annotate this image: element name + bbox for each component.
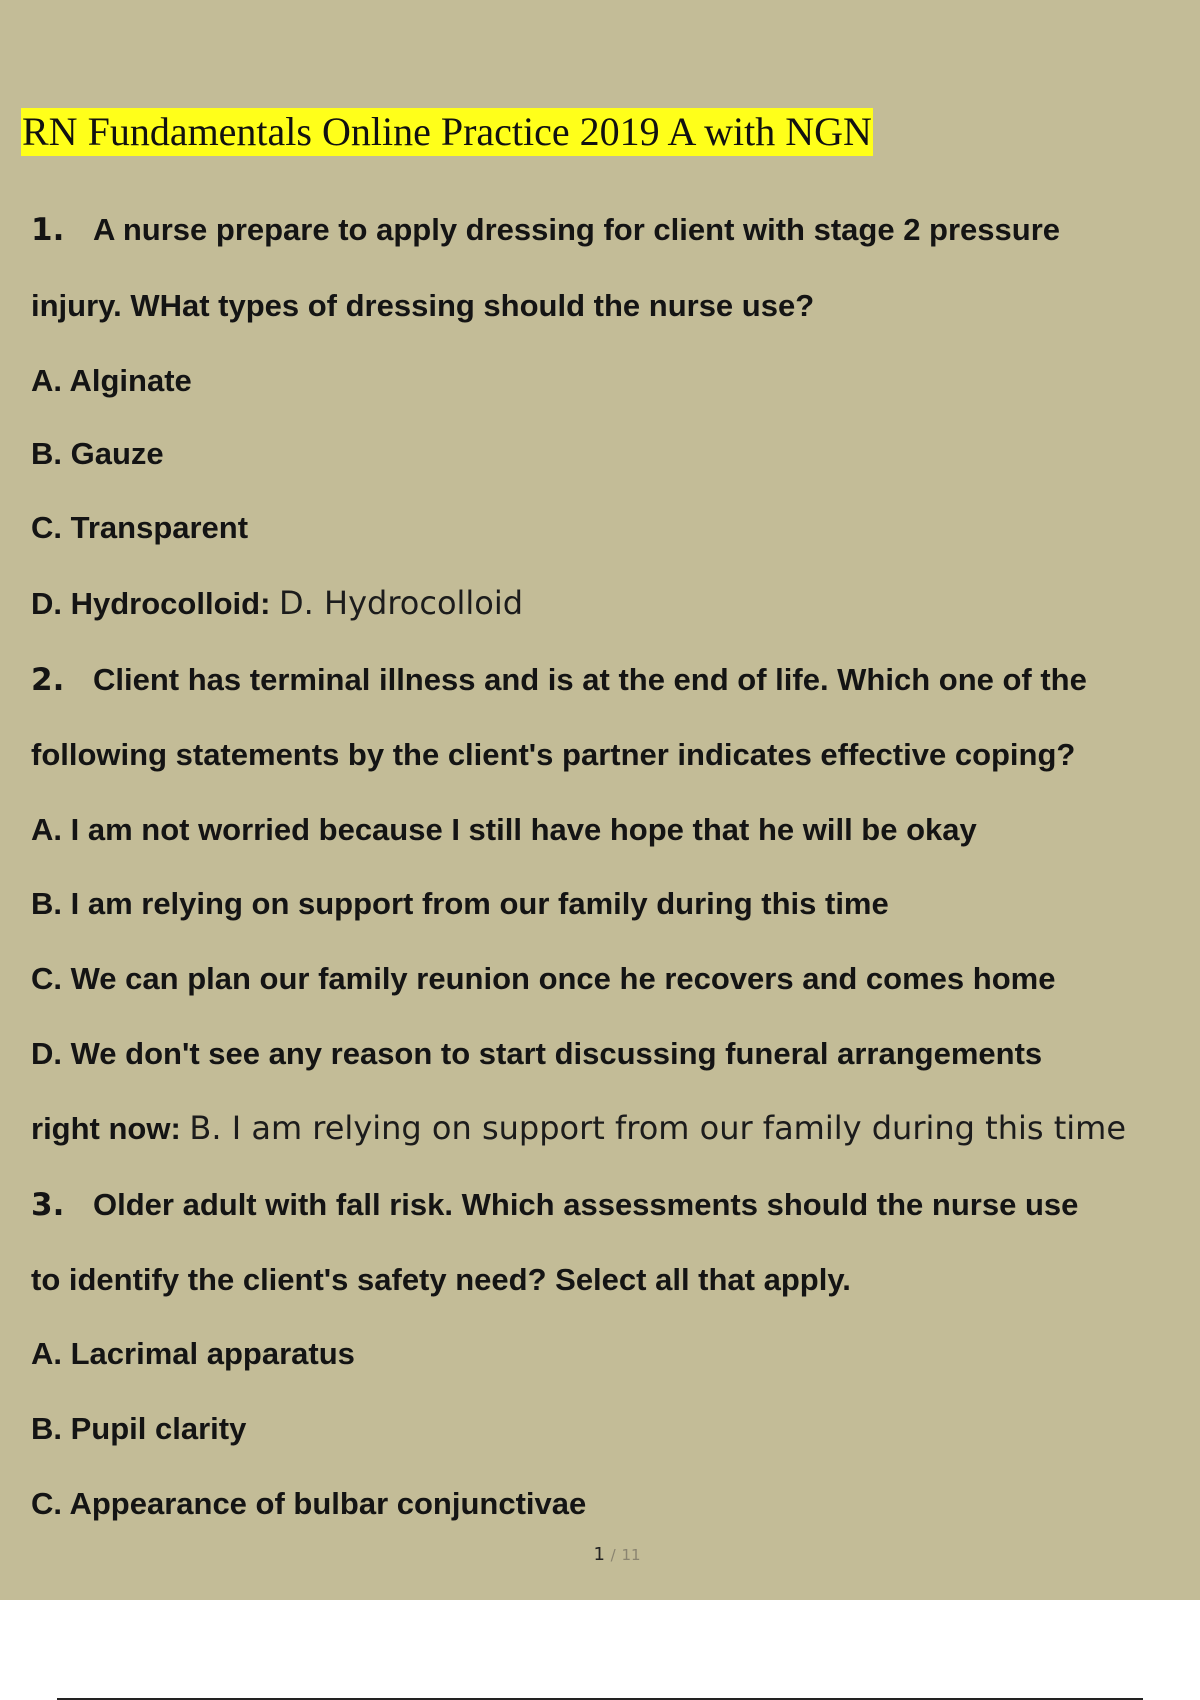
question-2-option-d-continued <box>31 1109 1126 1148</box>
question-1-option-c: C. Transparent <box>31 510 249 545</box>
question-2-option-d: D. We don't see any reason to start discussing funeral arrangements <box>31 1036 1043 1071</box>
question-1-option-a: A. Alginate <box>31 363 192 398</box>
question-1-stem-line-2: injury. WHat types of dressing should the nurse use? <box>31 288 815 323</box>
question-1-stem-text: A nurse prepare to apply dressing for client with stage 2 pressure <box>93 212 1061 247</box>
question-2-number: 2. <box>31 662 65 698</box>
question-1-number: 1. <box>31 212 65 248</box>
question-1-answer: D. Hydrocolloid <box>279 584 524 622</box>
question-3-stem-line-1 <box>31 1186 1078 1224</box>
question-1-option-d-text: D. Hydrocolloid: <box>31 586 271 621</box>
question-3-stem-line-2: to identify the client's safety need? Select all that apply. <box>31 1262 851 1297</box>
question-3-option-a: A. Lacrimal apparatus <box>31 1336 355 1371</box>
question-2-option-a: A. I am not worried because I still have hope that he will be okay <box>31 812 977 847</box>
page-separator: / <box>610 1546 616 1564</box>
question-2-stem-line-2: following statements by the client's partner indicates effective coping? <box>31 737 1076 772</box>
question-3-stem-text: Older adult with fall risk. Which assessments should the nurse use <box>93 1187 1079 1222</box>
question-1-stem-line-1 <box>31 211 1060 249</box>
question-1-option-b: B. Gauze <box>31 436 164 471</box>
page-indicator <box>0 1544 1200 1566</box>
question-3-option-c: C. Appearance of bulbar conjunctivae <box>31 1486 587 1521</box>
question-2-option-d-tail: right now: <box>31 1111 181 1146</box>
question-1-option-d <box>31 584 523 623</box>
current-page-number: 1 <box>593 1544 605 1565</box>
document-title: RN Fundamentals Online Practice 2019 A with NGN <box>22 109 872 154</box>
question-3-number: 3. <box>31 1187 65 1223</box>
question-2-option-b: B. I am relying on support from our family during this time <box>31 886 889 921</box>
question-2-answer: B. I am relying on support from our family during this time <box>189 1109 1126 1147</box>
question-2-option-c: C. We can plan our family reunion once he recovers and comes home <box>31 961 1056 996</box>
question-2-stem-text: Client has terminal illness and is at the end of life. Which one of the <box>93 662 1087 697</box>
question-3-option-b: B. Pupil clarity <box>31 1411 247 1446</box>
total-pages: 11 <box>621 1546 641 1564</box>
question-2-stem-line-1 <box>31 661 1087 699</box>
